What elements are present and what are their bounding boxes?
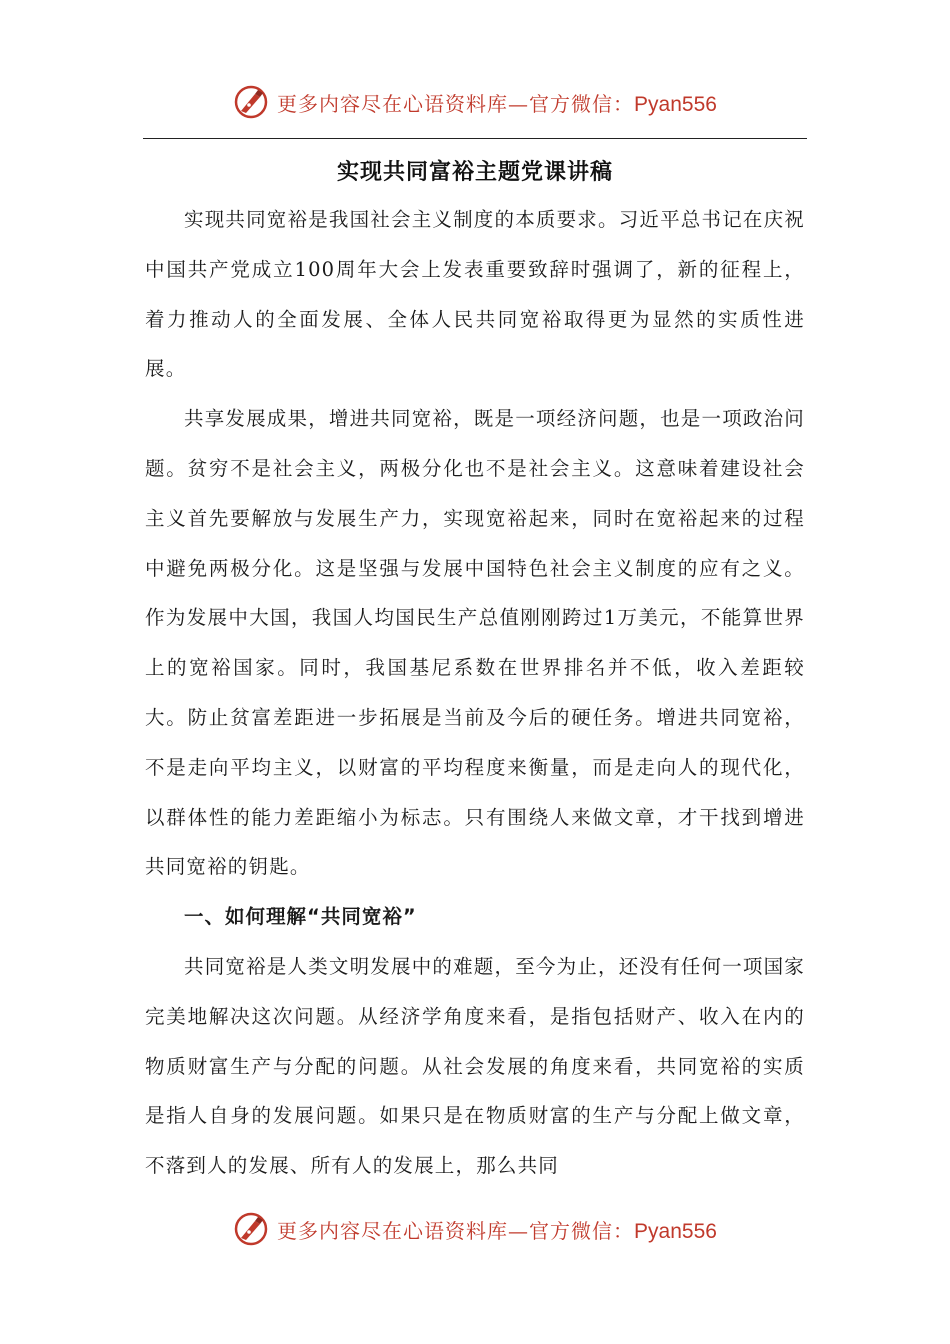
header-banner [0, 80, 950, 124]
section-heading: 一、如何理解“共同宽裕” [184, 905, 417, 929]
document-body [145, 150, 805, 1191]
footer-banner [0, 1207, 950, 1251]
banner-text-cn: 更多内容尽在心语资料库—官方微信： [277, 1218, 635, 1243]
banner-text-cn: 更多内容尽在心语资料库—官方微信： [277, 91, 635, 116]
document-title: 实现共同富裕主题党课讲稿 [336, 160, 613, 185]
banner-text [277, 88, 717, 117]
pen-nib-logo-icon [233, 1211, 269, 1247]
paragraph-shared-development: 共享发展成果，增进共同宽裕，既是一项经济问题，也是一项政治问题。贫穷不是社会主义，两极分化也不是社会主义。这意味着建设社会主义首先要解放与发展生产力，实现宽裕起来，同时在宽裕起来的过程中避免两极分化。这是坚强与发展中国特色社会主义制度的应有之义。作为发展中大国，我国人均国民生产总值刚刚跨过1万美元，不能算世界上的宽裕国家。同时，我国基尼系数在世界排名并不低，收入差距较大。防止贫富差距进一步拓展是当前及今后的硬任务。增进共同宽裕，不是走向平均主义，以财富的平均程度来衡量，而是走向人的现代化，以群体性的能力差距缩小为标志。只有围绕人来做文章，才干找到增进共同宽裕的钥匙。 [145, 407, 806, 879]
paragraph-intro: 实现共同宽裕是我国社会主义制度的本质要求。习近平总书记在庆祝中国共产党成立100周年大会上发表重要致辞时强调了，新的征程上，着力推动人的全面发展、全体人民共同宽裕取得更为显然的实质性进展。 [145, 208, 806, 381]
header-rule [143, 138, 807, 139]
banner-wechat-id: Pyan556 [634, 1219, 717, 1243]
banner-text [277, 1215, 717, 1244]
pen-nib-logo-icon [233, 84, 269, 120]
paragraph-section-one: 共同宽裕是人类文明发展中的难题，至今为止，还没有任何一项国家完美地解决这次问题。从经济学角度来看，是指包括财产、收入在内的物质财富生产与分配的问题。从社会发展的角度来看，共同宽裕的实质是指人自身的发展问题。如果只是在物质财富的生产与分配上做文章，不落到人的发展、所有人的发展上，那么共同 [145, 954, 806, 1178]
banner-wechat-id: Pyan556 [634, 92, 717, 116]
